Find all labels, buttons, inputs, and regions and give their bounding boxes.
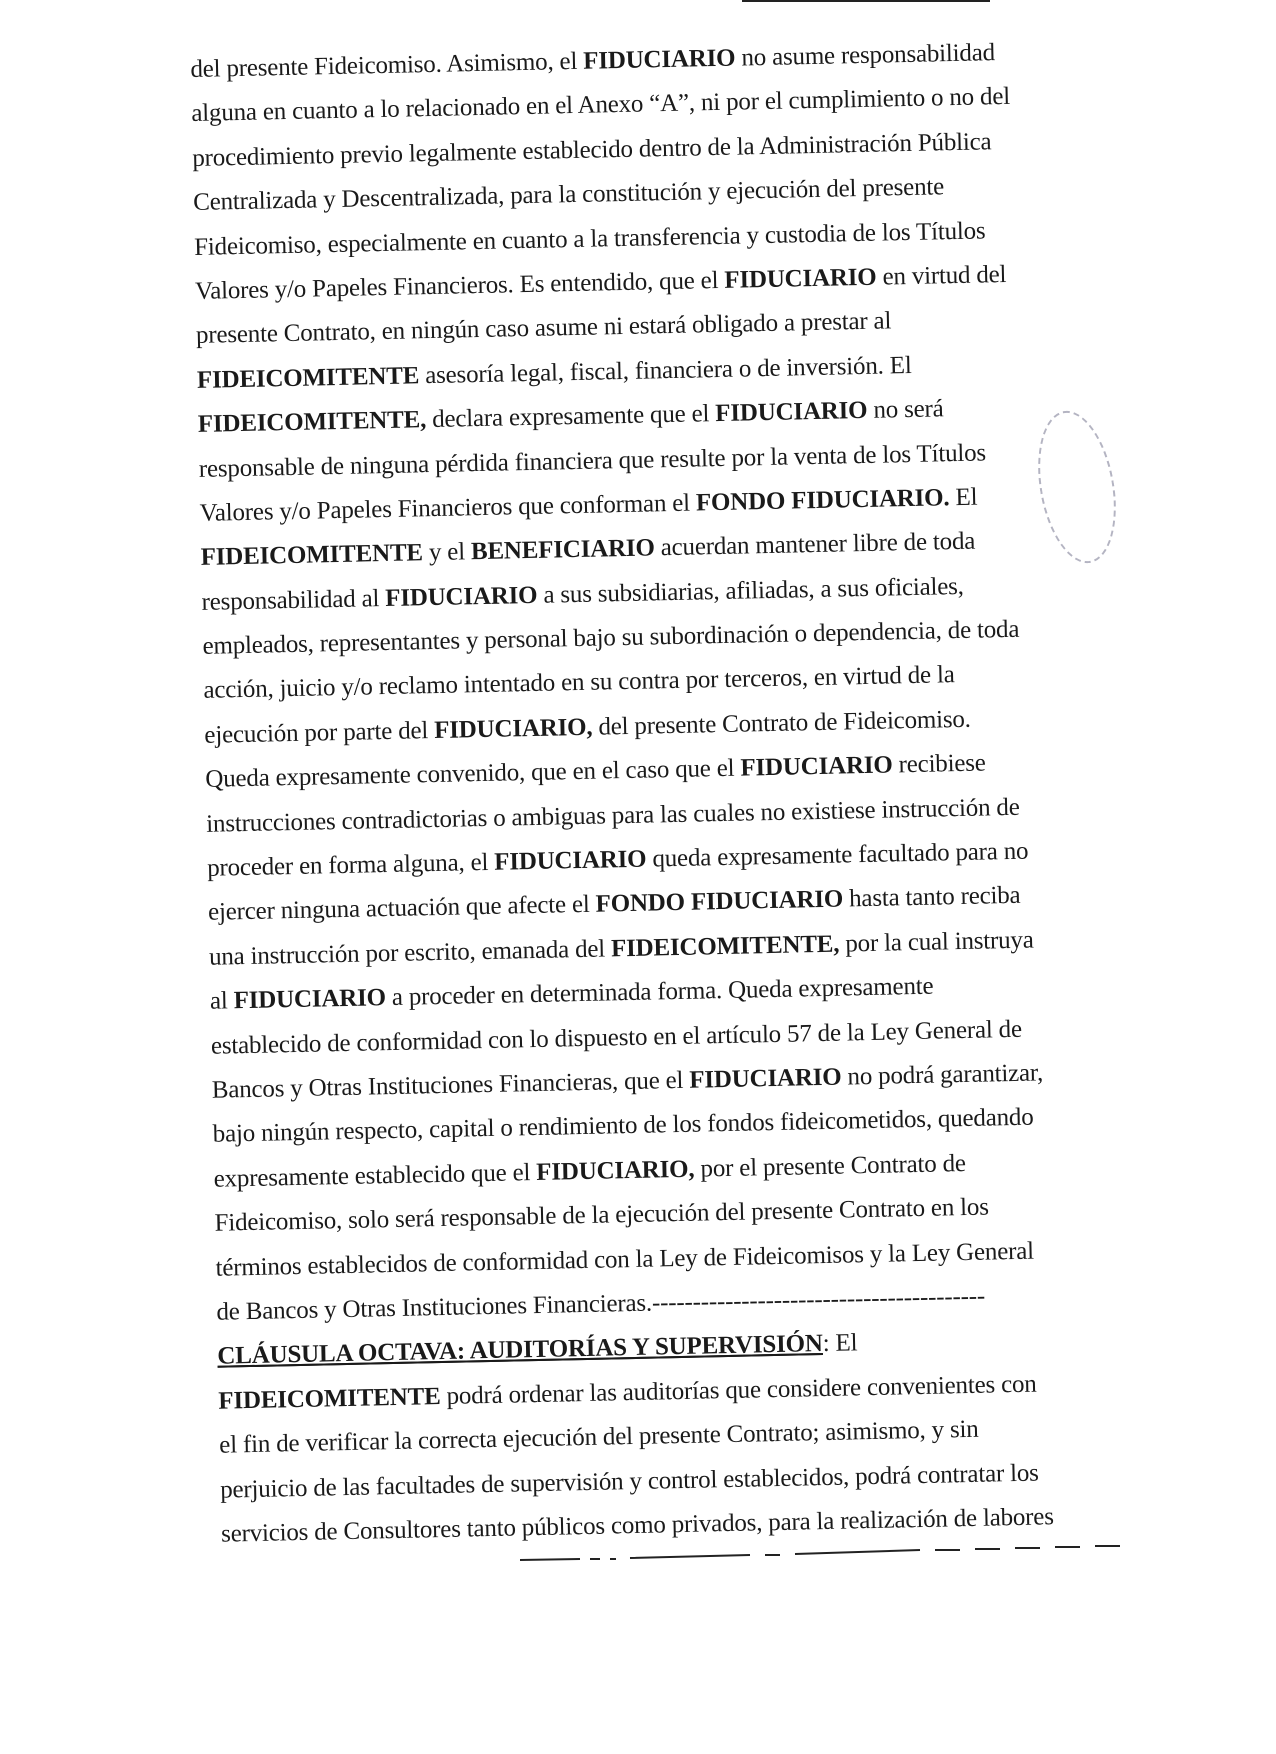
text-line: Centralizada y Descentralizada, para la constitución y ejecución del presente	[192, 173, 945, 217]
text-line: al FIDUCIARIO a proceder en determinada forma. Queda expresamente	[209, 972, 934, 1015]
text-line: CLÁUSULA OCTAVA: AUDITORÍAS Y SUPERVISIÓN: El	[217, 1329, 858, 1371]
text-line: perjuicio de las facultades de supervisión y control establecidos, podrá contratar los	[219, 1459, 1039, 1504]
text-line: bajo ningún respecto, capital o rendimiento de los fondos fideicometidos, quedando	[212, 1103, 1034, 1149]
text-line: ejecución por parte del FIDUCIARIO, del presente Contrato de Fideicomiso.	[204, 705, 971, 749]
text-line: presente Contrato, en ningún caso asume ni estará obligado a prestar al	[195, 307, 892, 350]
document-page	[190, 29, 1131, 1557]
text-line: Valores y/o Papeles Financieros que conforman el FONDO FIDUCIARIO. El	[199, 483, 978, 527]
text-line: proceder en forma alguna, el FIDUCIARIO queda expresamente facultado para no	[206, 837, 1029, 882]
closing-dash-line	[520, 1538, 1130, 1568]
text-line: el fin de verificar la correcta ejecución del presente Contrato; asimismo, y sin	[218, 1415, 979, 1459]
text-line: Fideicomiso, solo será responsable de la ejecución del presente Contrato en los	[214, 1193, 989, 1237]
text-line: responsabilidad al FIDUCIARIO a sus subsidiarias, afiliadas, a sus oficiales,	[201, 572, 964, 616]
text-line: responsable de ninguna pérdida financiera que resulte por la venta de los Títulos	[198, 438, 987, 483]
text-line: ejercer ninguna actuación que afecte el FONDO FIDUCIARIO hasta tanto reciba	[207, 882, 1021, 927]
text-line: términos establecidos de conformidad con la Ley de Fideicomisos y la Ley General	[215, 1237, 1035, 1282]
text-line: acción, juicio y/o reclamo intentado en su contra por terceros, en virtud de la	[203, 661, 955, 705]
text-line: del presente Fideicomiso. Asimismo, el FIDUCIARIO no asume responsabilidad	[190, 39, 996, 83]
text-line: establecido de conformidad con lo dispuesto en el artículo 57 de la Ley General de	[210, 1015, 1023, 1060]
text-line: Fideicomiso, especialmente en cuanto a la transferencia y custodia de los Títulos	[193, 216, 986, 261]
text-line: FIDEICOMITENTE, declara expresamente que el FIDUCIARIO no será	[197, 395, 944, 439]
text-line: FIDEICOMITENTE asesoría legal, fiscal, financiera o de inversión. El	[196, 351, 912, 394]
top-edge-rule	[742, 0, 990, 2]
text-line: alguna en cuanto a lo relacionado en el Anexo “A”, ni por el cumplimiento o no del	[191, 83, 1011, 128]
text-line: servicios de Consultores tanto públicos como privados, para la realización de labores	[220, 1503, 1054, 1548]
text-line: una instrucción por escrito, emanada del FIDEICOMITENTE, por la cual instruya	[208, 926, 1034, 971]
text-line: instrucciones contradictorias o ambiguas para las cuales no existiese instrucción de	[205, 793, 1020, 838]
text-line: de Bancos y Otras Instituciones Financieras.-----------------------------------------	[216, 1282, 986, 1326]
text-line: FIDEICOMITENTE podrá ordenar las auditorías que considere convenientes con	[218, 1370, 1037, 1415]
document-body	[190, 29, 1131, 1557]
text-line: Valores y/o Papeles Financieros. Es entendido, que el FIDUCIARIO en virtud del	[194, 260, 1007, 305]
text-line: empleados, representantes y personal bajo su subordinación o dependencia, de toda	[202, 615, 1020, 660]
text-line: FIDEICOMITENTE y el BENEFICIARIO acuerdan mantener libre de toda	[200, 527, 976, 572]
text-line: Bancos y Otras Instituciones Financieras, que el FIDUCIARIO no podrá garantizar,	[211, 1059, 1044, 1104]
text-line: expresamente establecido que el FIDUCIARIO, por el presente Contrato de	[213, 1149, 967, 1193]
text-line: Queda expresamente convenido, que en el caso que el FIDUCIARIO recibiese	[205, 749, 986, 794]
text-line: procedimiento previo legalmente establecido dentro de la Administración Pública	[192, 128, 992, 172]
